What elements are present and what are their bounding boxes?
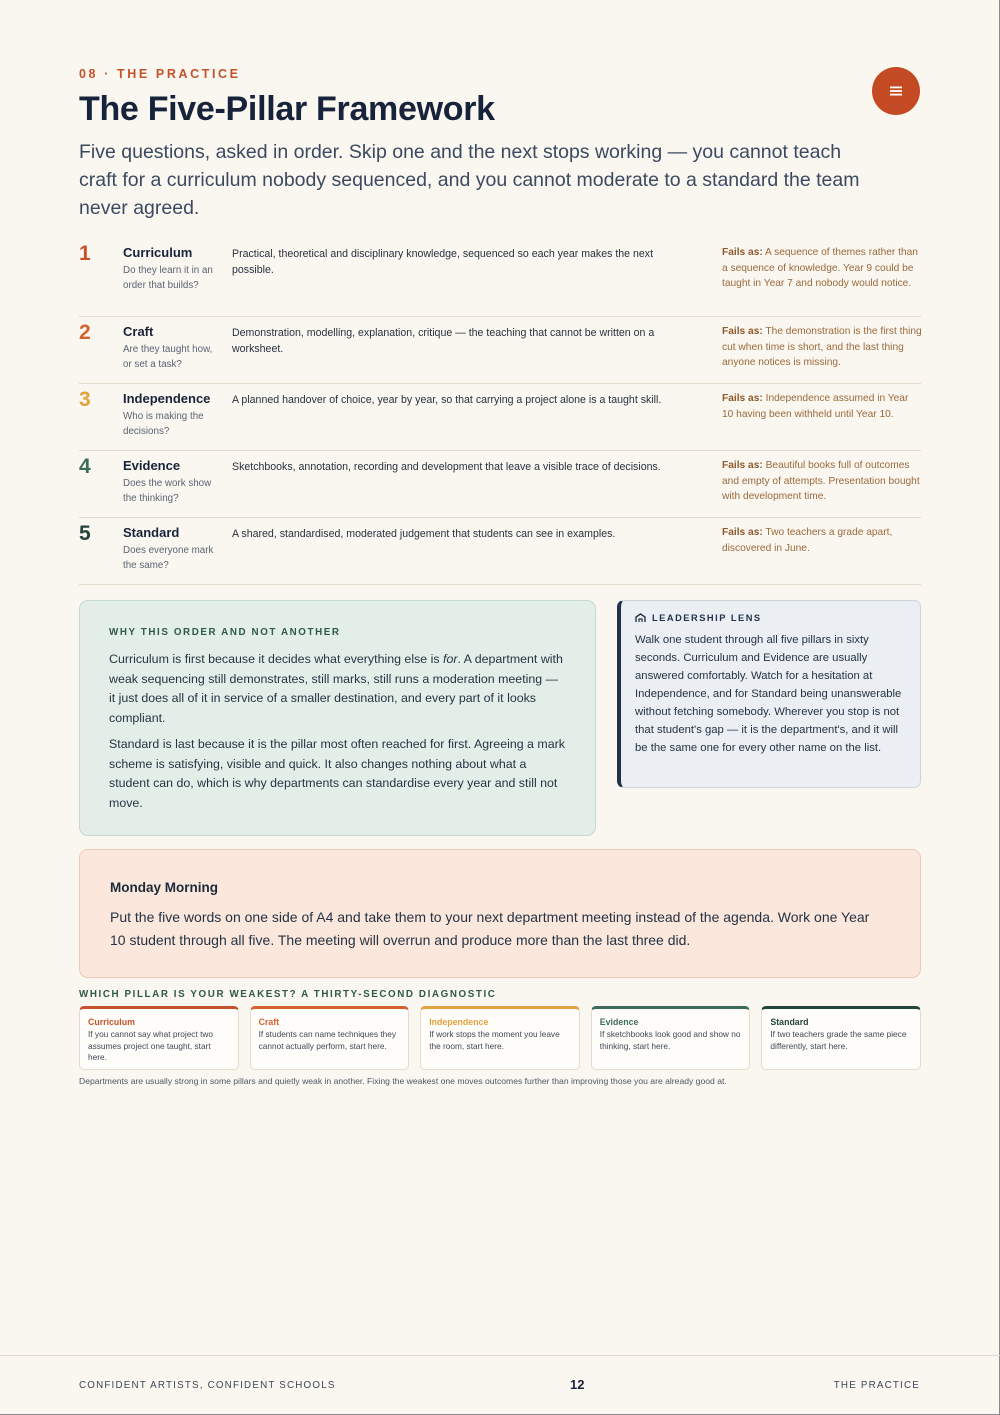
footer-book-title: CONFIDENT ARTISTS, CONFIDENT SCHOOLS — [79, 1380, 336, 1391]
diagnostic-title: WHICH PILLAR IS YOUR WEAKEST? A THIRTY-SECOND DIAGNOSTIC — [79, 989, 497, 1000]
pillar-description: Practical, theoretical and disciplinary knowledge, sequenced so each year makes the next possible. — [232, 248, 654, 276]
diagnostic-card-title: Craft — [258, 1017, 280, 1027]
menu-button[interactable] — [872, 67, 920, 115]
why-order-label: WHY THIS ORDER AND NOT ANOTHER — [109, 627, 341, 638]
leadership-lens-text: Walk one student through all five pillars in sixty seconds. Curriculum and Evidence are usually answered comfortably. Watch for a hesitation at Independence, and for Standard being unanswerable without fetching somebody. Wherever you stop is not that student's gap — it is the department's, and it will be the same one for every other name on the list. — [635, 634, 902, 754]
pillar-number: 5 — [79, 522, 91, 545]
lens-icon — [635, 613, 646, 623]
diagnostic-card-independence — [420, 1006, 580, 1070]
pillar-question: Do they learn it in an order that builds? — [123, 265, 213, 291]
pillar-list — [79, 238, 921, 585]
pillar-description: Demonstration, modelling, explanation, critique — the teaching that cannot be written on a worksheet. — [232, 327, 655, 355]
pillar-failure-mode: Fails as: A sequence of themes rather than a sequence of knowledge. Year 9 could be taught in Year 7 and nobody would notice. — [722, 247, 918, 289]
diagnostic-card-text: If you cannot say what project two assumes project one taught, start here. — [88, 1029, 213, 1062]
pillar-row-evidence — [79, 451, 921, 518]
diagnostic-note: Departments are usually strong in some pillars and quietly weak in another. Fixing the weakest one moves outcomes further than improving those you are already good at. — [79, 1076, 727, 1086]
pillar-failure-mode: Fails as: Beautiful books full of outcomes and empty of attempts. Presentation bought with development time. — [722, 460, 920, 502]
monday-morning-title: Monday Morning — [110, 880, 218, 895]
monday-morning-text: Put the five words on one side of A4 and take them to your next department meeting instead of the agenda. Work one Year 10 student through all five. The meeting will overrun and produce more than the last three did. — [110, 909, 870, 948]
pillar-question: Are they taught how, or set a task? — [123, 344, 213, 370]
pillar-row-independence — [79, 384, 921, 451]
diagnostic-card-text: If students can name techniques they cannot actually perform, start here. — [258, 1029, 397, 1051]
diagnostic-card-craft — [250, 1006, 410, 1070]
diagnostic-cards — [79, 1006, 921, 1070]
pillar-description: A shared, standardised, moderated judgement that students can see in examples. — [232, 528, 616, 540]
pillar-row-craft — [79, 317, 921, 384]
pillar-number: 1 — [79, 242, 91, 265]
pillar-row-curriculum — [79, 238, 921, 317]
diagnostic-card-text: If sketchbooks look good and show no thinking, start here. — [599, 1029, 741, 1051]
pillar-description: A planned handover of choice, year by year, so that carrying a project alone is a taught skill. — [232, 394, 662, 406]
pillar-question: Does everyone mark the same? — [123, 545, 214, 571]
page-title: The Five-Pillar Framework — [79, 90, 495, 128]
footer-divider — [0, 1355, 1000, 1356]
pillar-failure-mode: Fails as: Independence assumed in Year 10 having been withheld until Year 10. — [722, 393, 909, 420]
diagnostic-card-text: If two teachers grade the same piece differently, start here. — [770, 1029, 907, 1051]
menu-icon — [889, 85, 903, 97]
pillar-failure-mode: Fails as: The demonstration is the first thing cut when time is short, and the last thing anyone notices is missing. — [722, 326, 922, 368]
pillar-name: Craft — [123, 324, 154, 339]
pillar-name: Evidence — [123, 458, 181, 473]
diagnostic-card-evidence — [591, 1006, 751, 1070]
pillar-number: 4 — [79, 455, 91, 478]
footer-section: THE PRACTICE — [833, 1380, 920, 1391]
diagnostic-card-title: Evidence — [599, 1017, 639, 1027]
why-order-paragraph-2: Standard is last because it is the pillar most often reached for first. Agreeing a mark scheme is satisfying, visible and quick. It also changes nothing about what a student can do, which is why departments can standardise every year and still not move. — [109, 737, 565, 810]
page-number: 12 — [570, 1377, 585, 1392]
pillar-question: Who is making the decisions? — [123, 411, 204, 437]
monday-morning-callout — [79, 849, 921, 978]
pillar-name: Standard — [123, 525, 180, 540]
pillar-description: Sketchbooks, annotation, recording and development that leave a visible trace of decisions. — [232, 461, 661, 473]
pillar-failure-mode: Fails as: Two teachers a grade apart, discovered in June. — [722, 527, 893, 554]
pillar-number: 2 — [79, 321, 91, 344]
diagnostic-card-title: Standard — [770, 1017, 809, 1027]
diagnostic-card-title: Independence — [429, 1017, 489, 1027]
why-order-paragraph-1: Curriculum is first because it decides what everything else is for. A department with weak sequencing still demonstrates, still marks, still runs a moderation meeting — it just does all of it in service of a smaller destination, and every part of it looks compliant. — [109, 652, 563, 725]
leadership-lens-label: LEADERSHIP LENS — [652, 613, 762, 623]
pillar-name: Independence — [123, 391, 211, 406]
leadership-lens-callout — [617, 600, 921, 788]
diagnostic-card-standard — [761, 1006, 921, 1070]
diagnostic-card-text: If work stops the moment you leave the room, start here. — [429, 1029, 560, 1051]
diagnostic-card-title: Curriculum — [88, 1017, 135, 1027]
diagnostic-card-curriculum — [79, 1006, 239, 1070]
why-order-callout — [79, 600, 596, 836]
pillar-number: 3 — [79, 388, 91, 411]
pillar-question: Does the work show the thinking? — [123, 478, 212, 504]
pillar-name: Curriculum — [123, 245, 193, 260]
pillar-row-standard — [79, 518, 921, 585]
lead-paragraph: Five questions, asked in order. Skip one and the next stops working — you cannot teach craft for a curriculum nobody sequenced, and you cannot moderate to a standard the team never agreed. — [79, 141, 860, 219]
section-eyebrow: 08 · THE PRACTICE — [79, 67, 241, 81]
